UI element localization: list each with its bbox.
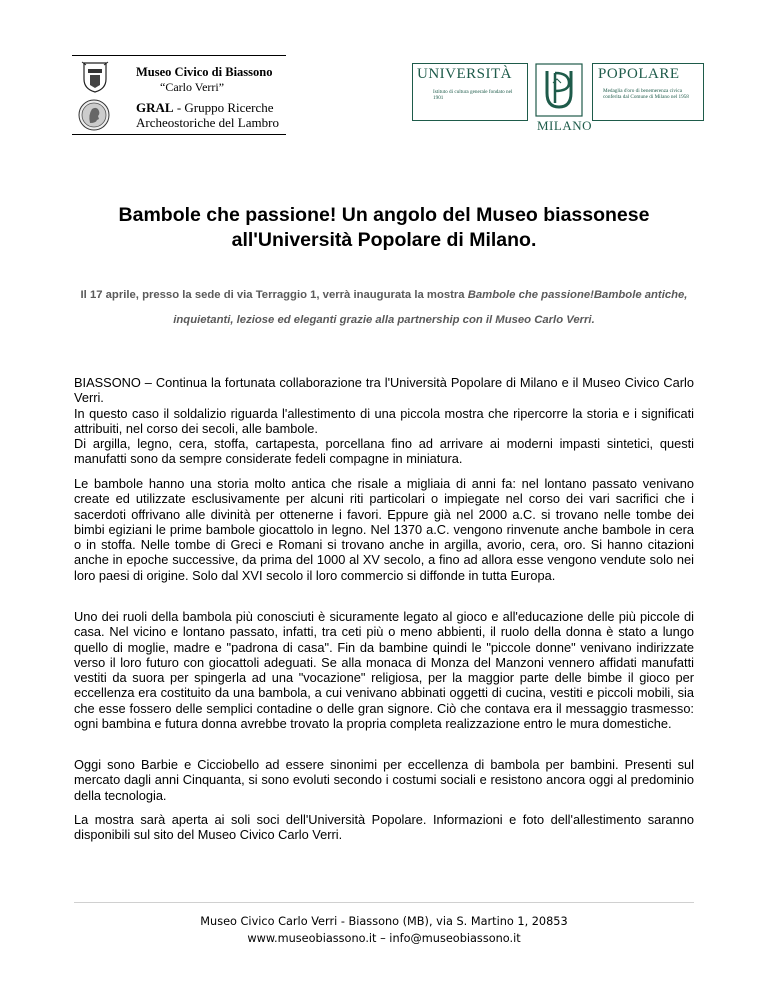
footer-contacts: www.museobiassono.it – info@museobiassono.it (247, 932, 521, 945)
biassono-crest-icon (80, 61, 110, 93)
popolare-caption: Medaglia d'oro di benemerenza civica conferita dal Comune di Milano nel 1958 (603, 88, 689, 100)
universita-word: UNIVERSITÀ (417, 66, 512, 82)
paragraph-info: La mostra sarà aperta ai soli soci dell'Università Popolare. Informazioni e foto dell'allestimento saranno disponibili sul sito del Museo Civico Carlo Verri. (74, 812, 694, 843)
page-footer (74, 913, 694, 947)
universita-popolare-logo (412, 63, 702, 135)
footer-address: Museo Civico Carlo Verri - Biassono (MB), via S. Martino 1, 20853 (200, 915, 568, 928)
up-monogram-icon (535, 63, 583, 117)
header-rule-top (72, 55, 286, 56)
title-line-1: Bambole che passione! Un angolo del Museo biassonese (118, 204, 650, 226)
article-title (60, 203, 708, 253)
subtitle-lead: Il 17 aprile, presso la sede di via Terraggio 1, verrà inaugurata la mostra (80, 289, 468, 301)
gral-line-1 (136, 100, 274, 116)
gral-acronym: GRAL (136, 100, 174, 115)
museum-name: Museo Civico di Biassono (136, 65, 273, 79)
museum-header (72, 55, 286, 135)
paragraph-line: In questo caso il soldalizio riguarda l'allestimento di una piccola mostra che ripercorre la storia e i significati attribuiti, nel corso dei secoli, alle bambole. (74, 405, 694, 436)
paragraph-today: Oggi sono Barbie e Cicciobello ad essere sinonimi per eccellenza di bambola per bambini. Presenti sul mercato dagli anni Cinquanta, si sono evoluti secondo i costumi sociali e resistono ancora oggi al predominio della tecnologia. (74, 757, 694, 803)
paragraph-intro (74, 375, 694, 467)
paragraph-history: Le bambole hanno una storia molto antica che risale a migliaia di anni fa: nel lontano passato venivano create ed utilizzate esclusivamente per alcuni riti particolari o impiegate nel corso dei vari sacrifici che i sacerdoti offrivano alle divinità per ottenerne i favori. Eppure già nel 2000 a.C. si trovano nelle tombe dei bimbi egiziani le prime bambole giocattolo in legno. Nel 1370 a.C. vengono rinvenute anche bambole in cera o in stoffa. Nelle tombe di Greci e Romani si trovano anche in argilla, avorio, cera, oro. Si hanno citazioni anche in epoche successive, da prima del 1000 al XV secolo, a fino ad allora esse vengono vendute solo nei loro paesi di origine. Solo dal XVI secolo il loro commercio si diffonde in tutta Europa. (74, 476, 694, 583)
subtitle-exhibition-title: Bambole che passione!Bambole antiche, inquietanti, leziose ed eleganti grazie alla partnership con il Museo Carlo Verri. (173, 289, 688, 326)
paragraph-role: Uno dei ruoli della bambola più conosciuti è sicuramente legato al gioco e all'educazione delle più piccole di casa. Nel vicino e lontano passato, infatti, tra ceti più o meno abbienti, il ruolo della donna è stato a lungo quello di moglie, madre e "padrona di casa". Fin da bambine quindi le "piccole donne" venivano indirizzate verso il loro futuro con giocattoli adeguati. Se alla monaca di Monza del Manzoni vennero affidati manufatti vestiti da suora per spingerla ad una "vocazione" religiosa, per la maggior parte delle bimbe il gioco per eccellenza era costituito da una bambola, a cui venivano abbinati oggetti di cucina, vestiti e piccoli mobili, sia che esse fossero delle semplici contadine o delle gran signore. Ciò che contava era il messaggio trasmesso: ogni bambina e futura donna avrebbe trovato la propria completa realizzazione entro le mura domestiche. (74, 609, 694, 732)
gral-line-2: Archeostoriche del Lambro (136, 115, 279, 130)
medal-profile-icon (78, 99, 110, 131)
popolare-word: POPOLARE (598, 66, 680, 82)
footer-divider (74, 902, 694, 903)
title-line-2: all'Università Popolare di Milano. (231, 229, 537, 251)
universita-box (412, 63, 528, 121)
header-rule-bottom (72, 134, 286, 135)
universita-caption: Istituto di cultura generale fondato nel 1901 (433, 89, 513, 101)
paragraph-line: BIASSONO – Continua la fortunata collaborazione tra l'Università Popolare di Milano e il Museo Civico Carlo Verri. (74, 375, 694, 406)
museum-subtitle: “Carlo Verri” (160, 80, 225, 94)
popolare-box (592, 63, 704, 121)
paragraph-line: Di argilla, legno, cera, stoffa, cartapesta, porcellana fino ad arrivare ai moderni impasti sintetici, questi manufatti sono da sempre considerate fedeli compagne in miniatura. (74, 436, 694, 467)
milano-word: MILANO (537, 118, 592, 133)
article-subtitle (66, 283, 702, 333)
gral-name: - Gruppo Ricerche (173, 100, 274, 115)
